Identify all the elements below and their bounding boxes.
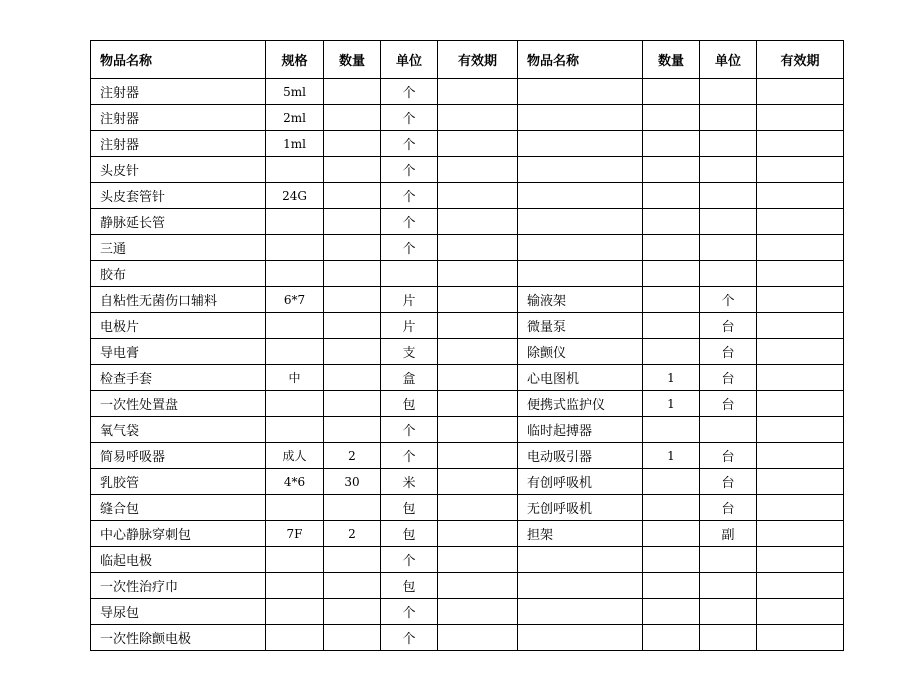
- item-name-cell: 一次性处置盘: [91, 391, 266, 417]
- quantity-2-cell: [643, 105, 700, 131]
- item-name-2-cell: 有创呼吸机: [518, 469, 643, 495]
- expiry-2-cell: [757, 573, 844, 599]
- unit-2-cell: [700, 209, 757, 235]
- unit-cell: 包: [381, 495, 438, 521]
- spec-cell: [266, 417, 324, 443]
- table-row: [91, 157, 844, 183]
- item-name-cell: 胶布: [91, 261, 266, 287]
- spec-cell: [266, 235, 324, 261]
- item-name-cell: 乳胶管: [91, 469, 266, 495]
- expiry-2-cell: [757, 105, 844, 131]
- unit-cell: 个: [381, 625, 438, 651]
- item-name-2-cell: [518, 235, 643, 261]
- expiry-2-cell: [757, 209, 844, 235]
- header-item-name-2: 物品名称: [518, 41, 643, 79]
- expiry-cell: [438, 521, 518, 547]
- spec-cell: [266, 495, 324, 521]
- expiry-2-cell: [757, 339, 844, 365]
- item-name-2-cell: 微量泵: [518, 313, 643, 339]
- quantity-2-cell: [643, 261, 700, 287]
- header-unit: 单位: [381, 41, 438, 79]
- expiry-2-cell: [757, 183, 844, 209]
- expiry-2-cell: [757, 79, 844, 105]
- expiry-cell: [438, 495, 518, 521]
- expiry-cell: [438, 235, 518, 261]
- table-row: [91, 287, 844, 313]
- item-name-cell: 自粘性无菌伤口辅料: [91, 287, 266, 313]
- quantity-2-cell: [643, 339, 700, 365]
- quantity-cell: 30: [324, 469, 381, 495]
- quantity-2-cell: [643, 573, 700, 599]
- unit-cell: 个: [381, 209, 438, 235]
- item-name-2-cell: [518, 261, 643, 287]
- table-row: [91, 339, 844, 365]
- item-name-cell: 中心静脉穿刺包: [91, 521, 266, 547]
- item-name-2-cell: 输液架: [518, 287, 643, 313]
- quantity-2-cell: [643, 495, 700, 521]
- item-name-cell: 头皮针: [91, 157, 266, 183]
- item-name-2-cell: [518, 209, 643, 235]
- item-name-2-cell: [518, 625, 643, 651]
- expiry-cell: [438, 391, 518, 417]
- table-body: [91, 79, 844, 651]
- header-unit-2: 单位: [700, 41, 757, 79]
- expiry-cell: [438, 157, 518, 183]
- expiry-2-cell: [757, 625, 844, 651]
- unit-2-cell: [700, 599, 757, 625]
- item-name-cell: 三通: [91, 235, 266, 261]
- unit-2-cell: 个: [700, 287, 757, 313]
- item-name-cell: 一次性治疗巾: [91, 573, 266, 599]
- quantity-2-cell: 1: [643, 365, 700, 391]
- header-quantity-2: 数量: [643, 41, 700, 79]
- expiry-cell: [438, 79, 518, 105]
- unit-cell: 个: [381, 547, 438, 573]
- unit-2-cell: 副: [700, 521, 757, 547]
- unit-cell: [381, 261, 438, 287]
- item-name-2-cell: 电动吸引器: [518, 443, 643, 469]
- unit-2-cell: [700, 105, 757, 131]
- quantity-cell: [324, 261, 381, 287]
- item-name-2-cell: 除颤仪: [518, 339, 643, 365]
- quantity-cell: [324, 183, 381, 209]
- expiry-2-cell: [757, 131, 844, 157]
- quantity-cell: [324, 131, 381, 157]
- quantity-cell: [324, 573, 381, 599]
- quantity-cell: 2: [324, 443, 381, 469]
- item-name-cell: 静脉延长管: [91, 209, 266, 235]
- quantity-2-cell: [643, 469, 700, 495]
- expiry-2-cell: [757, 417, 844, 443]
- unit-2-cell: [700, 79, 757, 105]
- expiry-2-cell: [757, 365, 844, 391]
- item-name-cell: 缝合包: [91, 495, 266, 521]
- header-spec: 规格: [266, 41, 324, 79]
- expiry-cell: [438, 261, 518, 287]
- item-name-2-cell: 临时起搏器: [518, 417, 643, 443]
- expiry-cell: [438, 183, 518, 209]
- unit-2-cell: [700, 157, 757, 183]
- spec-cell: [266, 573, 324, 599]
- expiry-2-cell: [757, 469, 844, 495]
- item-name-cell: 导电膏: [91, 339, 266, 365]
- spec-cell: [266, 547, 324, 573]
- table-row: [91, 209, 844, 235]
- header-expiry-2: 有效期: [757, 41, 844, 79]
- quantity-cell: [324, 287, 381, 313]
- quantity-cell: [324, 209, 381, 235]
- spec-cell: 24G: [266, 183, 324, 209]
- quantity-2-cell: [643, 79, 700, 105]
- expiry-cell: [438, 573, 518, 599]
- unit-cell: 个: [381, 131, 438, 157]
- spec-cell: 7F: [266, 521, 324, 547]
- item-name-cell: 注射器: [91, 79, 266, 105]
- header-quantity: 数量: [324, 41, 381, 79]
- table-row: [91, 495, 844, 521]
- quantity-cell: [324, 339, 381, 365]
- quantity-2-cell: [643, 183, 700, 209]
- expiry-2-cell: [757, 235, 844, 261]
- quantity-2-cell: [643, 287, 700, 313]
- expiry-2-cell: [757, 261, 844, 287]
- expiry-2-cell: [757, 157, 844, 183]
- header-row: [91, 41, 844, 79]
- table-row: [91, 235, 844, 261]
- quantity-cell: [324, 599, 381, 625]
- quantity-2-cell: [643, 521, 700, 547]
- unit-2-cell: 台: [700, 469, 757, 495]
- spec-cell: 2ml: [266, 105, 324, 131]
- quantity-cell: [324, 417, 381, 443]
- unit-2-cell: [700, 625, 757, 651]
- quantity-cell: [324, 625, 381, 651]
- expiry-2-cell: [757, 391, 844, 417]
- unit-2-cell: [700, 547, 757, 573]
- item-name-cell: 简易呼吸器: [91, 443, 266, 469]
- expiry-2-cell: [757, 495, 844, 521]
- unit-cell: 包: [381, 573, 438, 599]
- expiry-cell: [438, 105, 518, 131]
- item-name-2-cell: 无创呼吸机: [518, 495, 643, 521]
- unit-2-cell: [700, 183, 757, 209]
- unit-2-cell: [700, 261, 757, 287]
- table-row: [91, 183, 844, 209]
- spec-cell: [266, 313, 324, 339]
- expiry-cell: [438, 417, 518, 443]
- spec-cell: [266, 157, 324, 183]
- spec-cell: 成人: [266, 443, 324, 469]
- spec-cell: [266, 625, 324, 651]
- unit-cell: 片: [381, 287, 438, 313]
- unit-cell: 个: [381, 183, 438, 209]
- item-name-2-cell: 担架: [518, 521, 643, 547]
- quantity-2-cell: [643, 235, 700, 261]
- unit-cell: 个: [381, 105, 438, 131]
- expiry-2-cell: [757, 599, 844, 625]
- unit-cell: 个: [381, 443, 438, 469]
- table-row: [91, 365, 844, 391]
- item-name-2-cell: 心电图机: [518, 365, 643, 391]
- expiry-2-cell: [757, 313, 844, 339]
- unit-2-cell: 台: [700, 365, 757, 391]
- spec-cell: 5ml: [266, 79, 324, 105]
- unit-2-cell: [700, 573, 757, 599]
- table-row: [91, 105, 844, 131]
- item-name-2-cell: [518, 157, 643, 183]
- unit-cell: 片: [381, 313, 438, 339]
- item-name-2-cell: [518, 599, 643, 625]
- table-row: [91, 131, 844, 157]
- table-row: [91, 547, 844, 573]
- item-name-cell: 检查手套: [91, 365, 266, 391]
- spec-cell: [266, 599, 324, 625]
- expiry-cell: [438, 625, 518, 651]
- unit-2-cell: [700, 131, 757, 157]
- table-row: [91, 599, 844, 625]
- expiry-cell: [438, 547, 518, 573]
- quantity-2-cell: [643, 131, 700, 157]
- quantity-2-cell: [643, 157, 700, 183]
- unit-cell: 个: [381, 599, 438, 625]
- unit-2-cell: 台: [700, 313, 757, 339]
- unit-cell: 盒: [381, 365, 438, 391]
- spec-cell: 4*6: [266, 469, 324, 495]
- item-name-cell: 头皮套管针: [91, 183, 266, 209]
- table-row: [91, 261, 844, 287]
- table-row: [91, 391, 844, 417]
- unit-2-cell: 台: [700, 495, 757, 521]
- quantity-cell: [324, 235, 381, 261]
- quantity-cell: [324, 157, 381, 183]
- table-row: [91, 417, 844, 443]
- spec-cell: [266, 339, 324, 365]
- expiry-2-cell: [757, 521, 844, 547]
- table-row: [91, 79, 844, 105]
- expiry-cell: [438, 131, 518, 157]
- unit-cell: 个: [381, 417, 438, 443]
- table-row: [91, 625, 844, 651]
- spec-cell: 1ml: [266, 131, 324, 157]
- unit-cell: 包: [381, 521, 438, 547]
- quantity-2-cell: [643, 547, 700, 573]
- quantity-2-cell: [643, 599, 700, 625]
- quantity-2-cell: [643, 209, 700, 235]
- expiry-cell: [438, 209, 518, 235]
- spec-cell: 6*7: [266, 287, 324, 313]
- quantity-cell: [324, 105, 381, 131]
- expiry-2-cell: [757, 287, 844, 313]
- quantity-cell: [324, 365, 381, 391]
- item-name-2-cell: [518, 131, 643, 157]
- header-item-name: 物品名称: [91, 41, 266, 79]
- spec-cell: [266, 209, 324, 235]
- unit-2-cell: 台: [700, 391, 757, 417]
- unit-cell: 个: [381, 235, 438, 261]
- item-name-cell: 一次性除颤电极: [91, 625, 266, 651]
- item-name-cell: 注射器: [91, 131, 266, 157]
- expiry-cell: [438, 443, 518, 469]
- unit-2-cell: [700, 417, 757, 443]
- item-name-2-cell: [518, 183, 643, 209]
- item-name-2-cell: [518, 547, 643, 573]
- table-row: [91, 469, 844, 495]
- header-expiry: 有效期: [438, 41, 518, 79]
- expiry-cell: [438, 339, 518, 365]
- expiry-2-cell: [757, 443, 844, 469]
- quantity-cell: 2: [324, 521, 381, 547]
- spec-cell: 中: [266, 365, 324, 391]
- spec-cell: [266, 261, 324, 287]
- unit-2-cell: 台: [700, 443, 757, 469]
- expiry-2-cell: [757, 547, 844, 573]
- quantity-cell: [324, 547, 381, 573]
- unit-cell: 个: [381, 157, 438, 183]
- quantity-cell: [324, 495, 381, 521]
- expiry-cell: [438, 313, 518, 339]
- quantity-2-cell: [643, 417, 700, 443]
- quantity-cell: [324, 79, 381, 105]
- table-row: [91, 313, 844, 339]
- unit-cell: 个: [381, 79, 438, 105]
- item-name-2-cell: [518, 573, 643, 599]
- item-name-cell: 临起电极: [91, 547, 266, 573]
- quantity-cell: [324, 313, 381, 339]
- table-row: [91, 573, 844, 599]
- item-name-cell: 导尿包: [91, 599, 266, 625]
- expiry-cell: [438, 469, 518, 495]
- supply-inventory-table: [90, 40, 844, 651]
- unit-2-cell: 台: [700, 339, 757, 365]
- quantity-2-cell: 1: [643, 391, 700, 417]
- item-name-cell: 电极片: [91, 313, 266, 339]
- quantity-cell: [324, 391, 381, 417]
- quantity-2-cell: 1: [643, 443, 700, 469]
- item-name-2-cell: [518, 79, 643, 105]
- unit-2-cell: [700, 235, 757, 261]
- expiry-cell: [438, 287, 518, 313]
- expiry-cell: [438, 365, 518, 391]
- item-name-2-cell: 便携式监护仪: [518, 391, 643, 417]
- quantity-2-cell: [643, 625, 700, 651]
- item-name-cell: 氧气袋: [91, 417, 266, 443]
- expiry-cell: [438, 599, 518, 625]
- unit-cell: 包: [381, 391, 438, 417]
- spec-cell: [266, 391, 324, 417]
- item-name-cell: 注射器: [91, 105, 266, 131]
- item-name-2-cell: [518, 105, 643, 131]
- unit-cell: 支: [381, 339, 438, 365]
- unit-cell: 米: [381, 469, 438, 495]
- table-row: [91, 443, 844, 469]
- table-row: [91, 521, 844, 547]
- quantity-2-cell: [643, 313, 700, 339]
